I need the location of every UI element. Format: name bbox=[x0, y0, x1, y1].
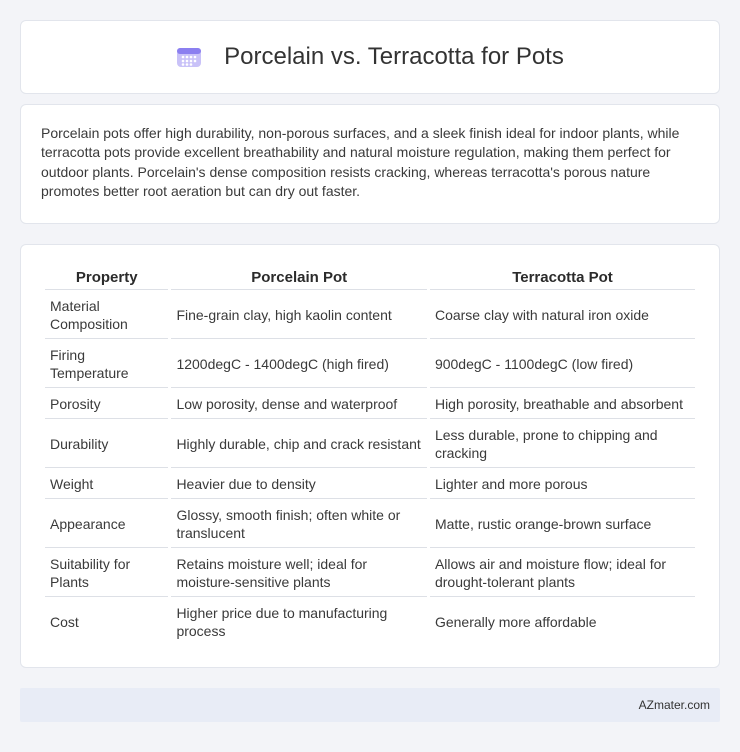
porcelain-cell: Fine-grain clay, high kaolin content bbox=[171, 290, 427, 339]
comparison-table bbox=[42, 264, 698, 646]
terracotta-cell: Generally more affordable bbox=[434, 614, 597, 630]
table-header-row bbox=[45, 264, 695, 290]
table-row bbox=[45, 499, 695, 548]
property-cell: Weight bbox=[45, 468, 168, 499]
porcelain-cell: Glossy, smooth finish; often white or translucent bbox=[171, 499, 427, 548]
porcelain-cell: Low porosity, dense and waterproof bbox=[171, 388, 427, 419]
property-cell: Cost bbox=[50, 614, 79, 630]
column-header-terracotta: Terracotta Pot bbox=[430, 264, 695, 290]
table-row bbox=[45, 388, 695, 419]
terracotta-cell: High porosity, breathable and absorbent bbox=[430, 388, 695, 419]
table-row bbox=[45, 597, 695, 646]
page-title: Porcelain vs. Terracotta for Pots bbox=[224, 43, 564, 70]
property-cell: Firing Temperature bbox=[45, 339, 168, 388]
porcelain-cell: Retains moisture well; ideal for moisture-sensitive plants bbox=[171, 548, 427, 597]
title-card bbox=[20, 20, 720, 94]
table-row bbox=[45, 468, 695, 499]
porcelain-cell: Heavier due to density bbox=[171, 468, 427, 499]
porcelain-cell: Highly durable, chip and crack resistant bbox=[171, 419, 427, 468]
property-cell: Appearance bbox=[45, 499, 168, 548]
comparison-table-card bbox=[20, 244, 720, 668]
terracotta-cell: Coarse clay with natural iron oxide bbox=[430, 290, 695, 339]
calendar-grid-icon bbox=[176, 46, 202, 68]
terracotta-cell: 900degC - 1100degC (low fired) bbox=[430, 339, 695, 388]
footer-bar bbox=[20, 688, 720, 722]
terracotta-cell: Allows air and moisture flow; ideal for drought-tolerant plants bbox=[430, 548, 695, 597]
property-cell: Durability bbox=[45, 419, 168, 468]
property-cell: Suitability for Plants bbox=[45, 548, 168, 597]
column-header-porcelain: Porcelain Pot bbox=[171, 264, 427, 290]
table-row bbox=[45, 548, 695, 597]
summary-card bbox=[20, 104, 720, 224]
summary-text: Porcelain pots offer high durability, non-porous surfaces, and a sleek finish ideal for indoor plants, while terracotta pots provide excellent breathability and natural moisture regulation, making them perfect for outdoor plants. Porcelain's dense composition resists cracking, whereas terracotta's porous nature promotes better root aeration but can dry out faster. bbox=[41, 125, 680, 199]
property-cell: Material Composition bbox=[45, 290, 168, 339]
terracotta-cell: Lighter and more porous bbox=[430, 468, 695, 499]
table-row bbox=[45, 290, 695, 339]
terracotta-cell: Less durable, prone to chipping and cracking bbox=[430, 419, 695, 468]
table-row bbox=[45, 419, 695, 468]
porcelain-cell: 1200degC - 1400degC (high fired) bbox=[171, 339, 427, 388]
property-cell: Porosity bbox=[45, 388, 168, 419]
footer-brand: AZmater.com bbox=[638, 698, 710, 712]
terracotta-cell: Matte, rustic orange-brown surface bbox=[430, 499, 695, 548]
table-row bbox=[45, 339, 695, 388]
column-header-property: Property bbox=[45, 264, 168, 290]
porcelain-cell: Higher price due to manufacturing process bbox=[176, 605, 388, 639]
